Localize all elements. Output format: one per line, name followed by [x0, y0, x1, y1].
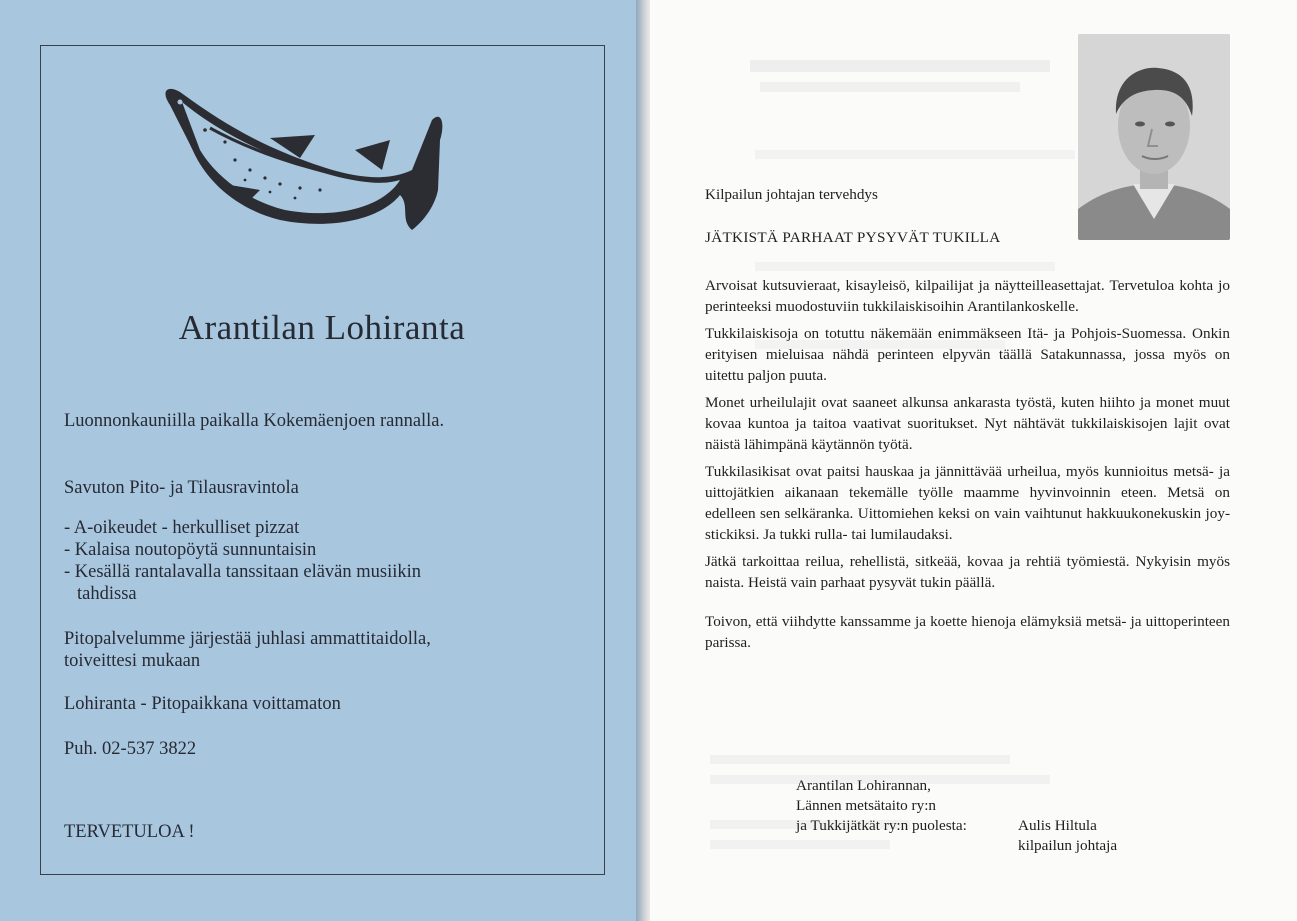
ad-feature-item: - Kesällä rantalavalla tanssitaan elävän musiikin — [64, 562, 422, 582]
ad-catering-line: Pitopalvelumme järjestää juhlasi ammattitaidolla, — [64, 629, 431, 649]
director-portrait-image — [1078, 34, 1230, 240]
ad-feature-list — [64, 517, 421, 605]
ad-tagline: Luonnonkauniilla paikalla Kokemäenjoen rannalla. — [64, 411, 445, 431]
ad-feature-item: - A-oikeudet - herkulliset pizzat — [64, 518, 300, 538]
ad-catering-text — [64, 628, 431, 672]
ad-feature-item: tahdissa — [77, 584, 137, 604]
signature-line: Arantilan Lohirannan, — [796, 777, 931, 794]
signature-name: Aulis Hiltula — [1018, 817, 1097, 834]
letter-headline: JÄTKISTÄ PARHAAT PYSYVÄT TUKILLA — [705, 229, 1001, 246]
signature-role: kilpailun johtaja — [1018, 837, 1118, 854]
salmon-logo-icon — [150, 80, 450, 240]
ad-title: Arantilan Lohiranta — [178, 308, 466, 347]
right-page-greeting — [650, 0, 1297, 921]
letter-paragraph: Toivon, että viihdytte kanssamme ja koette hienoja elämyksiä metsä- ja uittoperinteen parissa. — [705, 613, 1230, 651]
signature-person — [1018, 816, 1117, 856]
signature-line: ja Tukkijätkät ry:n puolesta: — [796, 817, 967, 834]
letter-body — [705, 275, 1230, 659]
ad-welcome: TERVETULOA ! — [64, 822, 195, 842]
letter-paragraph: Arvoisat kutsuvieraat, kisayleisö, kilpailijat ja näytteilleasettajat. Tervetuloa kohta jo perinteeksi muodostuviin tukkilaiskisoihin Arantilankoskelle. — [705, 277, 1230, 315]
left-page-advertisement — [0, 0, 640, 921]
greeting-title: Kilpailun johtajan tervehdys — [705, 186, 878, 203]
letter-paragraph: Monet urheilulajit ovat saaneet alkunsa ankarasta työstä, kuten hiihto ja monet muut kovaa kuntoa ja taitoa vaativat suoritukset. Nyt nähtävät tukkilaiskisojen lajit ovat näistä lähimpänä käytännön työtä. — [705, 394, 1230, 453]
ad-catering-line: toiveittesi mukaan — [64, 651, 201, 671]
ad-restaurant-type: Savuton Pito- ja Tilausravintola — [64, 478, 299, 498]
ad-feature-item: - Kalaisa noutopöytä sunnuntaisin — [64, 540, 317, 560]
ad-phone: Puh. 02-537 3822 — [64, 739, 197, 759]
letter-paragraph: Tukkilasikisat ovat paitsi hauskaa ja jännittävää urheilua, myös kunnioitus metsä- ja uittojätkien aikanaan tekemälle työlle maamme hyvinvoinnin eteen. Metsä on edelleen sen selkäranka. Uittomiehen keksi on vain vaihtunut hakkuukonekuskin joy-stickiksi. Ja tukki rulla- tai lumilaudaksi. — [705, 463, 1230, 543]
ad-slogan: Lohiranta - Pitopaikkana voittamaton — [64, 694, 341, 714]
letter-paragraph: Tukkilaiskisoja on totuttu näkemään enimmäkseen Itä- ja Pohjois-Suomessa. Onkin erityisen mieluisaa nähdä perinteen elpyvän täällä Satakunnassa, jossa myös on uitettu paljon puuta. — [705, 325, 1230, 384]
signature-organizations — [796, 776, 967, 836]
letter-paragraph: Jätkä tarkoittaa reilua, rehellistä, sitkeää, kovaa ja rehtiä työmiestä. Nykyisin myös naista. Heistä vain parhaat pysyvät tukin päällä. — [705, 553, 1230, 591]
signature-line: Lännen metsätaito ry:n — [796, 797, 937, 814]
